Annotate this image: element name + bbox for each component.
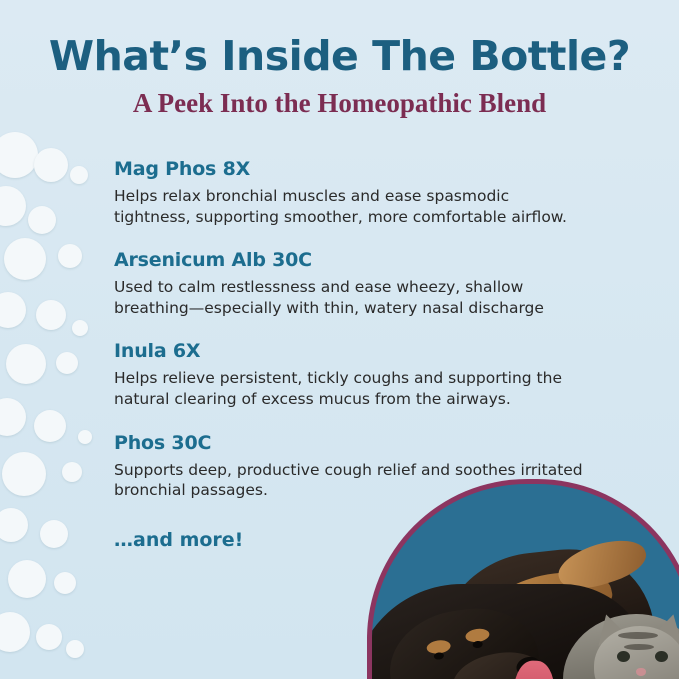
dog-eye-icon (472, 640, 483, 648)
list-item (114, 158, 614, 227)
cat-eye-icon (617, 651, 630, 662)
cat-nose-icon (636, 668, 646, 676)
cat-eye-icon (655, 651, 668, 662)
ingredient-name: Inula 6X (114, 340, 201, 363)
page-subtitle: A Peek Into the Homeopathic Blend (132, 88, 547, 118)
ingredient-name: Arsenicum Alb 30C (114, 249, 312, 272)
ingredient-description: Helps relieve persistent, tickly coughs and supporting the natural clearing of excess mucus from the airways. (114, 369, 562, 409)
dog-and-cat-photo (349, 424, 679, 679)
list-item (114, 249, 614, 318)
page-title: What’s Inside The Bottle? (48, 32, 631, 80)
dog-eye-icon (433, 652, 444, 660)
ingredient-description: Helps relax bronchial muscles and ease spasmodic tightness, supporting smoother, more comfortable airflow. (114, 187, 567, 226)
and-more-label: …and more! (114, 528, 244, 551)
ingredient-name: Mag Phos 8X (114, 158, 251, 180)
ingredient-description: Supports deep, productive cough relief and soothes irritated bronchial passages. (114, 460, 583, 500)
ingredient-name: Phos 30C (114, 431, 212, 454)
ingredient-description: Used to calm restlessness and ease wheezy, shallow breathing—especially with thin, watery nasal discharge (114, 278, 544, 317)
list-item (114, 340, 614, 409)
